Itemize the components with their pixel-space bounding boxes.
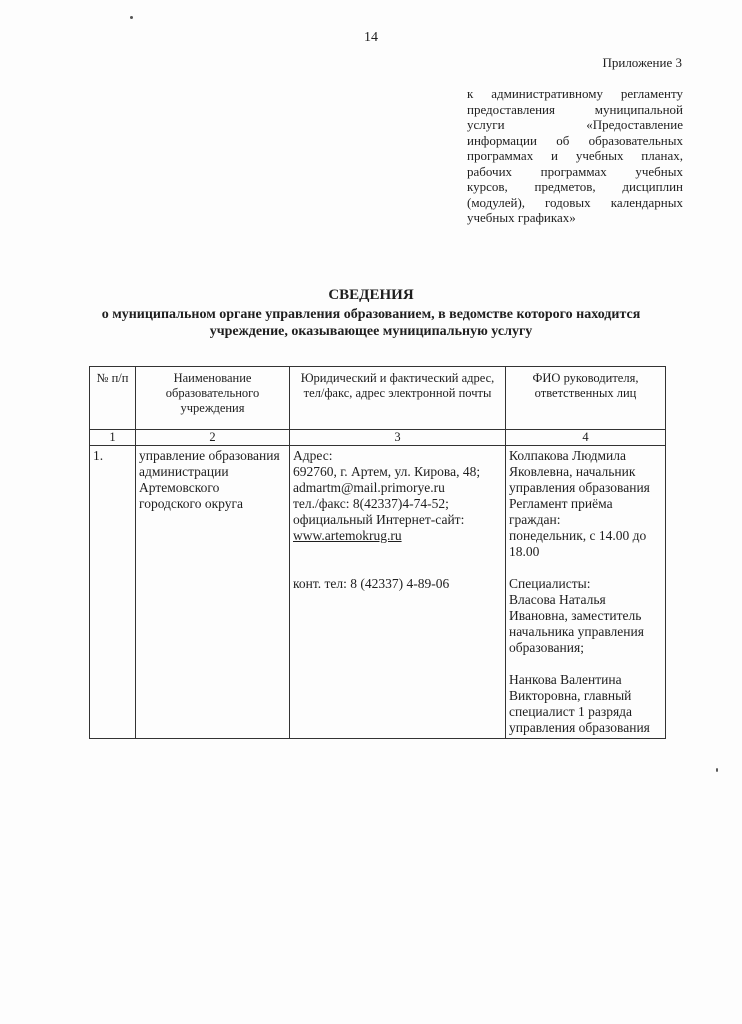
- subtitle-line: учреждение, оказывающее муниципальную услугу: [209, 324, 533, 339]
- header-number: № п/п: [90, 367, 136, 430]
- head-line: Колпакова Людмила: [509, 448, 626, 463]
- schedule-line: понедельник, с 14.00 до: [509, 528, 647, 543]
- specialist-line: специалист 1 разряда: [509, 704, 633, 719]
- specialist-line: Власова Наталья: [509, 592, 606, 607]
- document-title: СВЕДЕНИЯ: [328, 287, 414, 303]
- column-number: 1: [90, 430, 136, 446]
- website-label: официальный Интернет-сайт:: [293, 512, 465, 527]
- appendix-line: учебных графиках»: [467, 210, 576, 225]
- page-number: 14: [364, 30, 378, 45]
- title-block: [0, 287, 742, 340]
- address-label: Адрес:: [293, 448, 333, 463]
- column-number: 2: [136, 430, 290, 446]
- column-number-row: [90, 430, 666, 446]
- column-number: 4: [506, 430, 666, 446]
- document-subtitle: [0, 306, 742, 340]
- specialist-line: Нанкова Валентина: [509, 672, 622, 687]
- appendix-text: [467, 86, 683, 226]
- scan-speck: [130, 16, 133, 19]
- specialist-line: управления образования: [509, 720, 650, 735]
- appendix-line: рабочих программах учебных: [467, 163, 683, 179]
- appendix-label: Приложение 3: [602, 55, 682, 70]
- table-row: [90, 446, 666, 739]
- row-number: 1.: [90, 446, 136, 739]
- website-link[interactable]: www.artemokrug.ru: [293, 528, 402, 543]
- schedule-line: граждан:: [509, 512, 561, 527]
- email-address[interactable]: admartm@mail.primorye.ru: [293, 480, 445, 495]
- institution-name-line: Артемовского: [139, 480, 220, 495]
- institution-name-line: управление образования: [139, 448, 280, 463]
- head-line: Яковлевна, начальник: [509, 464, 636, 479]
- schedule-line: 18.00: [509, 544, 540, 559]
- phone-fax: тел./факс: 8(42337)4-74-52;: [293, 496, 449, 511]
- subtitle-line: о муниципальном органе управления образованием, в ведомстве которого находится: [101, 307, 641, 322]
- schedule-line: Регламент приёма: [509, 496, 613, 511]
- specialist-line: образования;: [509, 640, 584, 655]
- specialist-line: Ивановна, заместитель: [509, 608, 642, 623]
- column-number: 3: [290, 430, 506, 446]
- street-address: 692760, г. Артем, ул. Кирова, 48;: [293, 464, 481, 479]
- appendix-line: информации об образовательных: [467, 132, 683, 148]
- head-line: управления образования: [509, 480, 650, 495]
- contact-phone: конт. тел: 8 (42337) 4-89-06: [293, 576, 450, 591]
- institution-name-line: администрации: [139, 464, 229, 479]
- appendix-line: курсов, предметов, дисциплин: [467, 179, 683, 194]
- specialists-label: Специалисты:: [509, 576, 591, 591]
- address-cell: [290, 446, 506, 739]
- specialist-line: Викторовна, главный: [509, 688, 632, 703]
- appendix-line: услуги «Предоставление: [467, 117, 683, 132]
- table-header-row: [90, 367, 666, 430]
- header-address: Юридический и фактический адрес, тел/факс, адрес электронной почты: [290, 367, 506, 430]
- info-table: [89, 366, 666, 739]
- institution-name-line: городского округа: [139, 496, 244, 511]
- institution-name: [136, 446, 290, 739]
- header-persons: ФИО руководителя, ответственных лиц: [506, 367, 666, 430]
- appendix-line: (модулей), годовых календарных: [467, 194, 683, 210]
- header-institution: Наименование образовательного учреждения: [136, 367, 290, 430]
- appendix-line: предоставления муниципальной: [467, 101, 683, 117]
- appendix-line: программах и учебных планах,: [467, 148, 683, 163]
- appendix-line: к административному регламенту: [467, 86, 683, 101]
- scan-speck: [716, 768, 718, 772]
- persons-cell: [506, 446, 666, 739]
- specialist-line: начальника управления: [509, 624, 644, 639]
